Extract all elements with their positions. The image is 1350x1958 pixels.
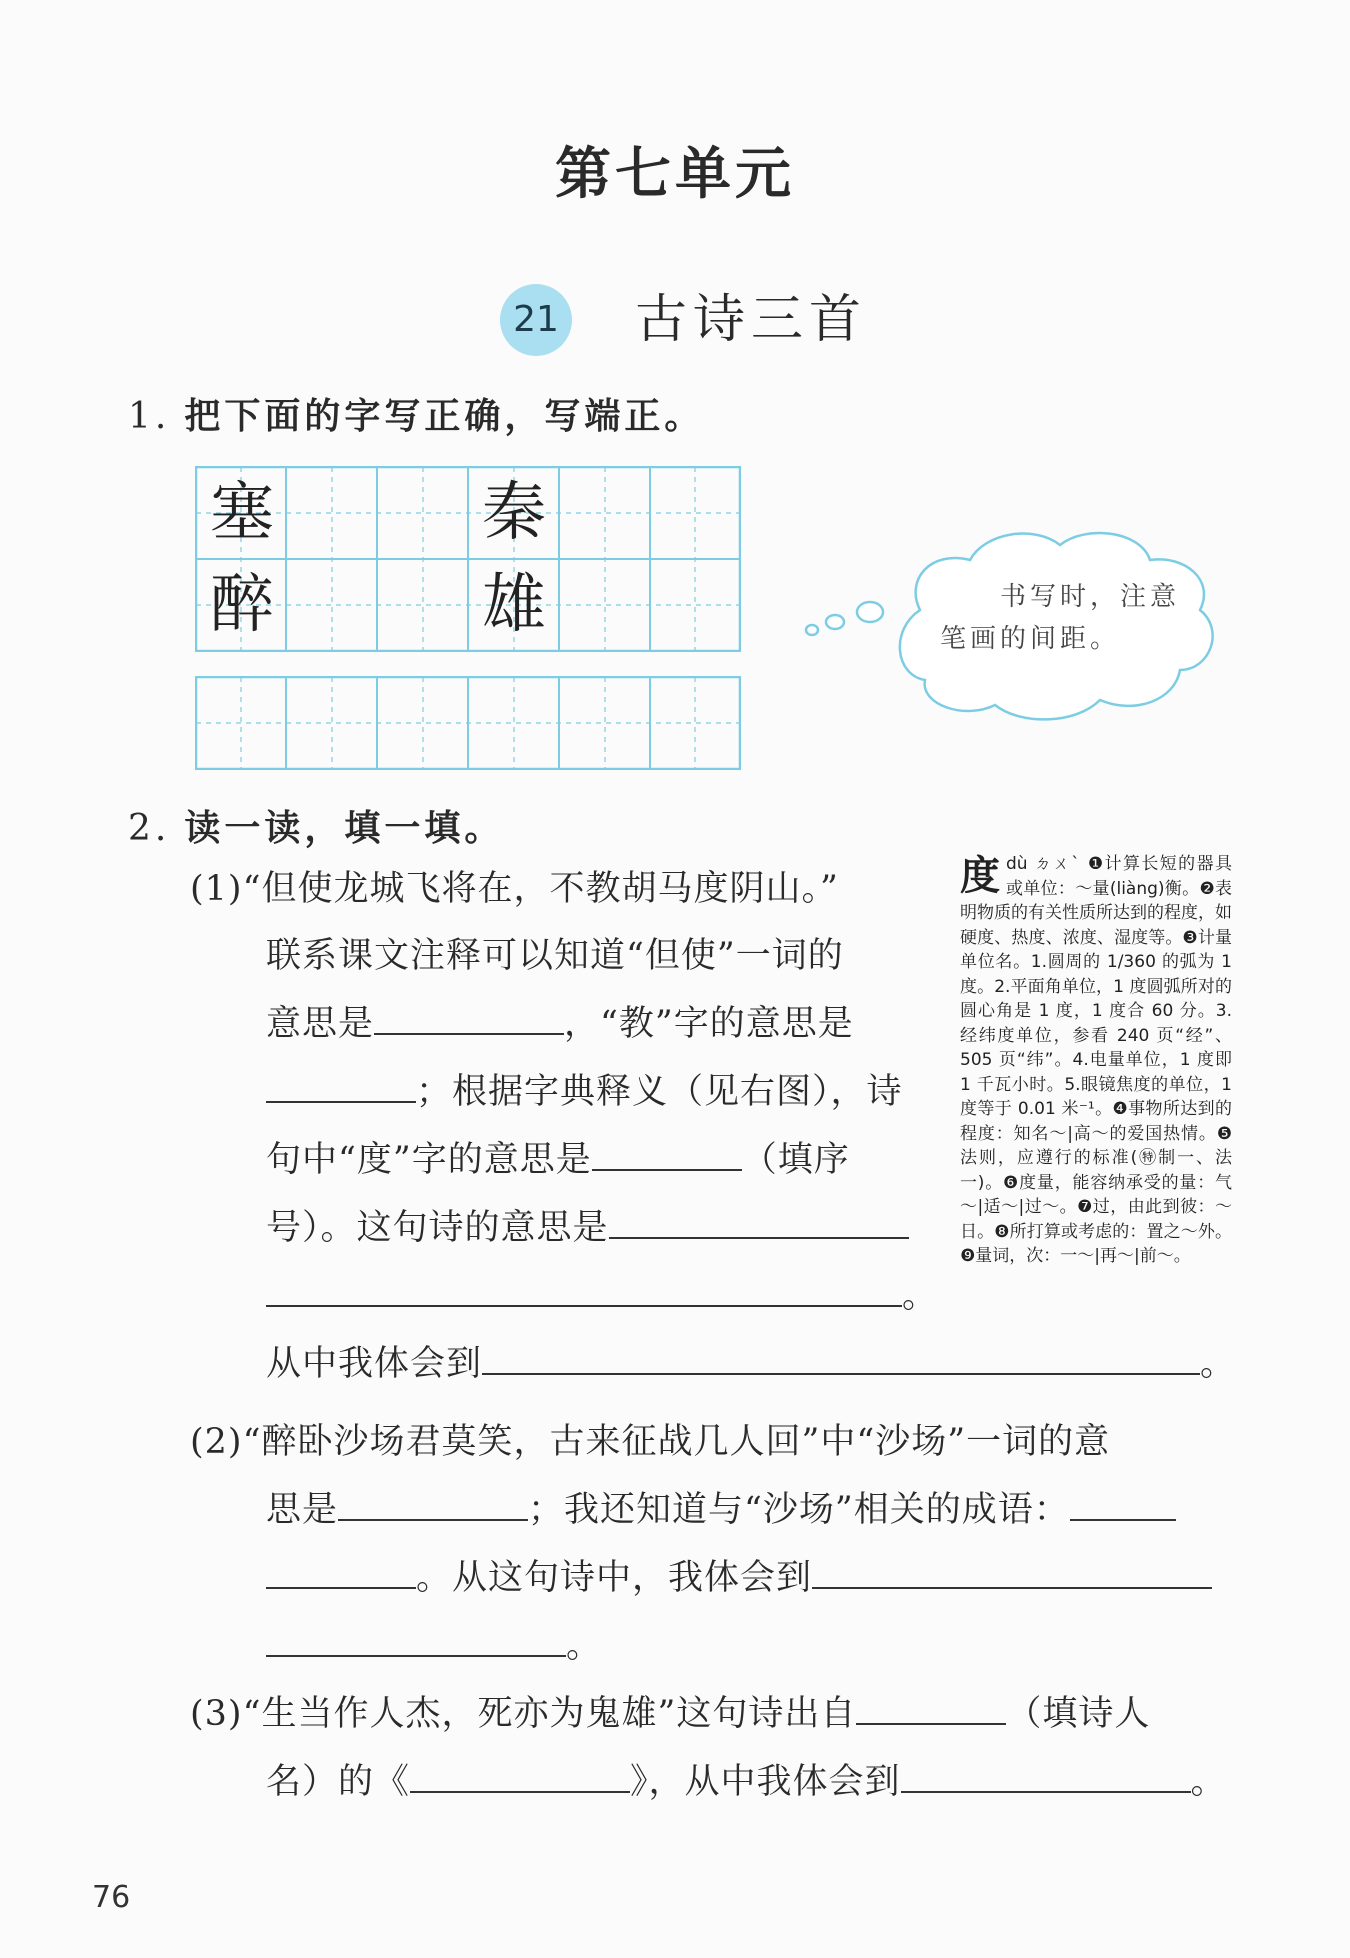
blank-du-number[interactable]	[592, 1139, 742, 1171]
part2-line3-text-b: 。从这句诗中，我体会到	[416, 1558, 813, 1598]
part1-line7	[266, 1262, 938, 1330]
blank-poem-title[interactable]	[410, 1761, 630, 1793]
part2-line1: (2)“醉卧沙场君莫笑，古来征战几人回”中“沙场”一词的意	[190, 1422, 1111, 1462]
part1-line7-text-b: 。	[902, 1276, 939, 1316]
blank-feeling-2[interactable]	[812, 1557, 1212, 1589]
part1-line3-text-a: 意思是	[266, 1004, 375, 1044]
part2-line3	[266, 1544, 1212, 1612]
part1-line8	[266, 1330, 1236, 1398]
part3-line2-text-b: 》，从中我体会到	[630, 1762, 901, 1802]
part1-line1: (1)“但使龙城飞将在，不教胡马度阴山。”	[190, 869, 839, 909]
blank-poem-meaning-1[interactable]	[609, 1207, 909, 1239]
blank-feeling-1[interactable]	[482, 1343, 1200, 1375]
part3-line1-text-b: （填诗人	[1006, 1694, 1151, 1734]
part1-line2: 联系课文注释可以知道“但使”一词的	[266, 936, 844, 976]
lesson-title: 古诗三首	[635, 290, 868, 350]
dictionary-definition: dù ㄉㄨˋ ❶计算长短的器具或单位：～量(liàng)衡。❷表明物质的有关性质所达到的程度，如硬度、热度、浓度、湿度等。❸计量单位名。1.圆周的 1/360 的弧为 1 度。2.平面角单位，1 度圆弧所对的圆心角是 1 度，1 度合 60 分。3.经纬度单位，参看 240 页“经”、505 页“纬”。4.电量单位，1 度即 1 千瓦小时。5.眼镜焦度的单位，1 度等于 0.01 米⁻¹。❹事物所达到的程度：知名～|高～的爱国热情。❺法则，应遵行的标准(㊕制一、法一)。❻度量，能容纳承受的量：气～|适～|过～。❼过，由此到彼：～日。❽所打算或考虑的：置之～外。❾量词，次：一～|再～|前～。	[960, 854, 1232, 1266]
page-number: 76	[92, 1880, 131, 1915]
practice-char-3: 醉	[210, 568, 274, 642]
part3-line2	[266, 1748, 1227, 1816]
practice-char-2: 秦	[482, 476, 546, 550]
blank-idiom-1[interactable]	[1070, 1489, 1176, 1521]
bubble-tip-line1: 书写时，注意	[999, 582, 1180, 612]
part1-line5-text-b: （填序	[741, 1140, 850, 1180]
question-2-number: 2.	[128, 808, 171, 849]
part2-line4	[266, 1612, 602, 1680]
blank-danshi-meaning[interactable]	[374, 1003, 564, 1035]
question-2-heading	[128, 800, 504, 851]
blank-feeling-4[interactable]	[901, 1761, 1191, 1793]
blank-poem-meaning-2[interactable]	[266, 1275, 902, 1307]
question-1-number: 1.	[128, 396, 171, 437]
dictionary-entry	[960, 852, 1232, 1269]
part2-line2-text-b: ；我还知道与“沙场”相关的成语：	[528, 1490, 1070, 1530]
blank-feeling-3[interactable]	[266, 1625, 566, 1657]
part1-line4	[266, 1058, 903, 1126]
part1-line5	[266, 1126, 850, 1194]
part3-line1-text-a: (3)“生当作人杰，死亦为鬼雄”这句诗出自	[190, 1694, 857, 1734]
unit-title: 第七单元	[555, 141, 795, 207]
part2-line2-text-a: 思是	[266, 1490, 339, 1530]
part1-line8-text-b: 。	[1200, 1344, 1237, 1384]
writing-grid-2[interactable]	[195, 676, 741, 770]
part1-line3-text-b: ，“教”字的意思是	[564, 1004, 854, 1044]
bubble-tip-line2: 笔画的间距。	[940, 624, 1121, 654]
blank-poet-name[interactable]	[856, 1693, 1006, 1725]
question-1-text: 把下面的字写正确，写端正。	[184, 395, 705, 437]
part2-line4-text-b: 。	[566, 1626, 603, 1666]
part3-line2-text-c: 。	[1190, 1762, 1227, 1802]
part3-line2-text-a: 名）的《	[266, 1762, 411, 1802]
blank-idiom-2[interactable]	[266, 1557, 416, 1589]
practice-char-1: 塞	[210, 476, 274, 550]
part1-line8-text-a: 从中我体会到	[266, 1344, 483, 1384]
dictionary-headword: 度	[960, 852, 1000, 899]
question-2-text: 读一读，填一填。	[184, 807, 505, 849]
part1-line5-text-a: 句中“度”字的意思是	[266, 1140, 592, 1180]
part1-line6	[266, 1194, 909, 1262]
lesson-number-badge: 21	[500, 284, 572, 356]
part3-line1	[190, 1680, 1150, 1748]
part2-line2	[266, 1476, 1176, 1544]
part1-line4-text-b: ；根据字典释义（见右图），诗	[416, 1072, 903, 1112]
question-1-heading	[128, 388, 704, 439]
practice-char-4: 雄	[482, 568, 546, 642]
blank-shachang-meaning[interactable]	[338, 1489, 528, 1521]
blank-jiao-meaning[interactable]	[266, 1071, 416, 1103]
part1-line3	[266, 990, 854, 1058]
part1-line6-text-a: 号）。这句诗的意思是	[266, 1208, 609, 1248]
